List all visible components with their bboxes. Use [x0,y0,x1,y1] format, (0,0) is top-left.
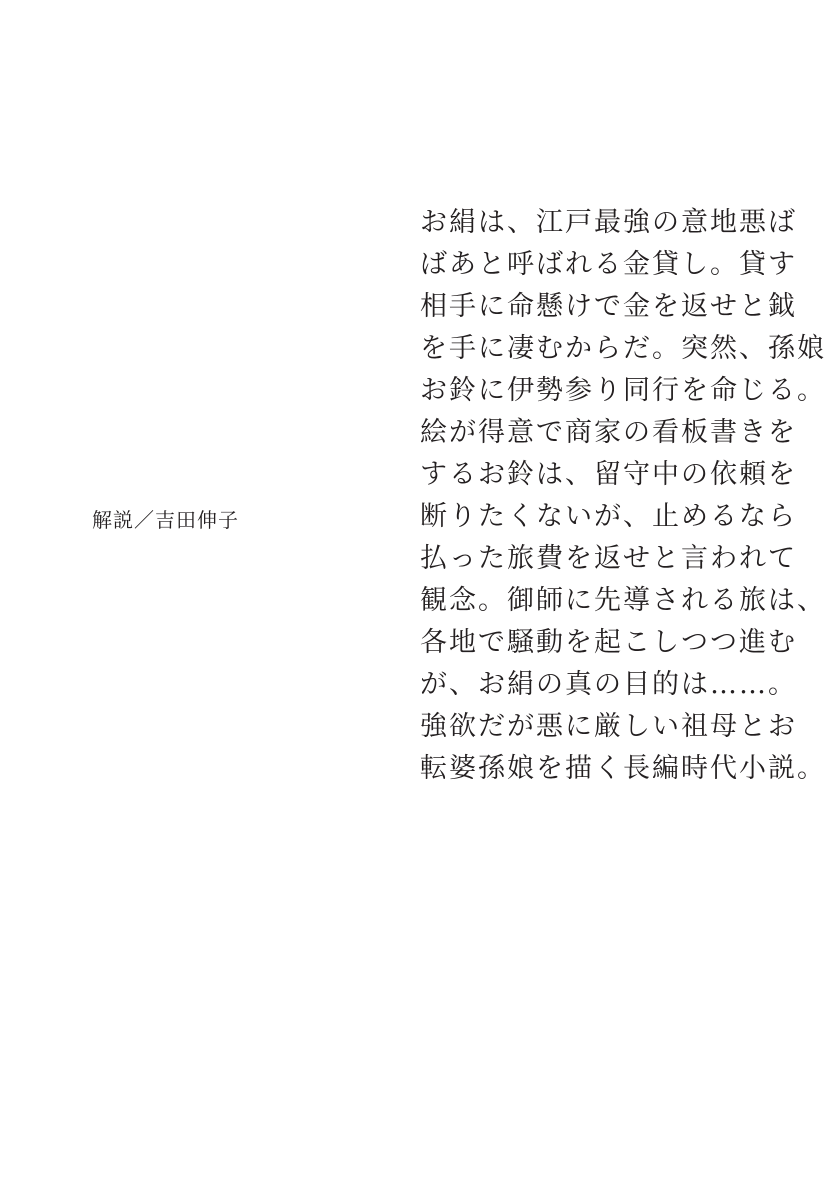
synopsis-line: お絹は、江戸最強の意地悪ば [420,207,797,238]
synopsis-text [420,202,826,790]
synopsis-line: 観念。御師に先導される旅は、 [420,585,826,616]
synopsis-line: ばあと呼ばれる金貸し。貸す [420,249,797,280]
synopsis-line: 強欲だが悪に厳しい祖母とお [420,711,797,742]
synopsis-line: 転婆孫娘を描く長編時代小説。 [420,753,826,784]
commentary-credit: 解説／吉田伸子 [92,508,239,532]
synopsis-line: を手に凄むからだ。突然、孫娘 [420,333,826,364]
synopsis-line: お鈴に伊勢参り同行を命じる。 [420,375,826,406]
synopsis-line: 断りたくないが、止めるなら [420,501,797,532]
synopsis-line: 絵が得意で商家の看板書きを [420,417,797,448]
synopsis-line: が、お絹の真の目的は……。 [420,669,797,700]
synopsis-line: 払った旅費を返せと言われて [420,543,797,574]
synopsis-line: 相手に命懸けで金を返せと鉞 [420,291,797,322]
synopsis-line: 各地で騒動を起こしつつ進む [420,627,797,658]
synopsis-line: するお鈴は、留守中の依頼を [420,459,797,490]
